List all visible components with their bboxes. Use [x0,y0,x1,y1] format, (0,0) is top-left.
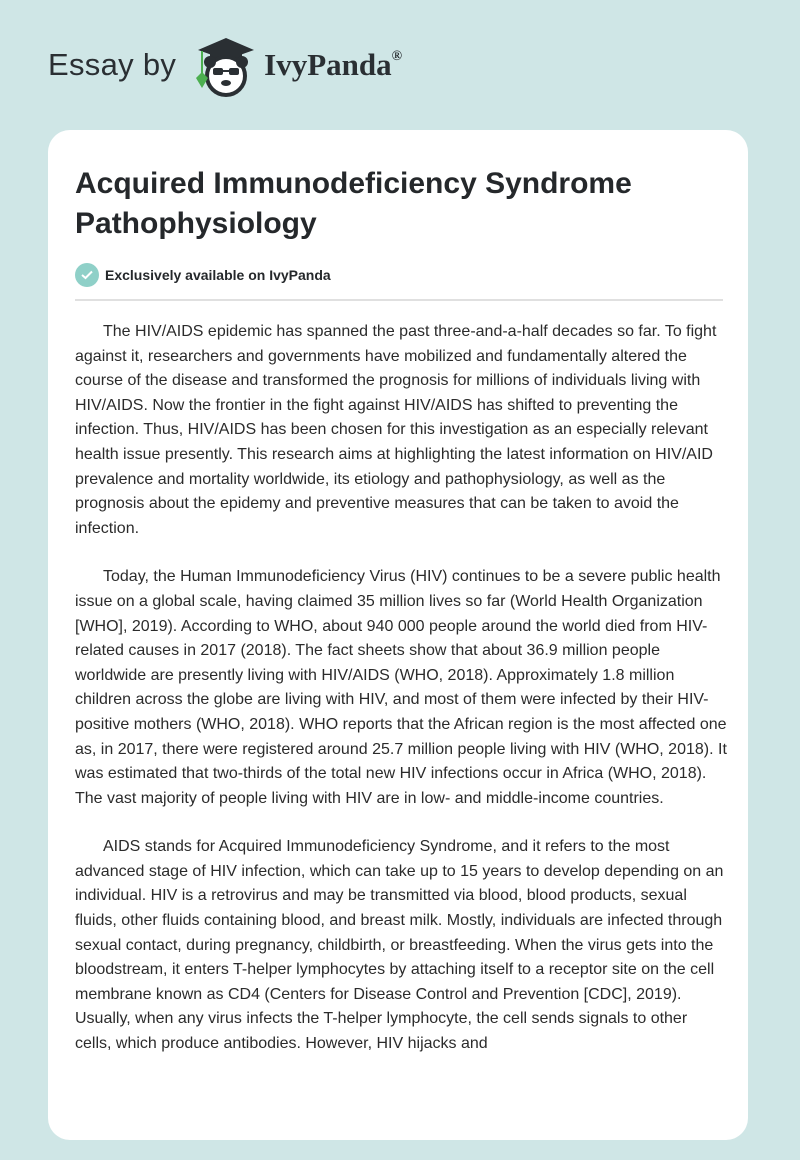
ivypanda-logo[interactable] [194,32,402,98]
checkmark-icon [75,263,99,287]
site-header [48,30,402,100]
brand-name: IvyPanda® [264,47,403,82]
essay-by-label: Essay by [48,47,177,82]
panda-graduate-icon [194,32,256,98]
paragraph: The HIV/AIDS epidemic has spanned the past three-and-a-half decades so far. To fight against it, researchers and governments have mobilized and fundamentally altered the course of the disease and transformed the prognosis for millions of individuals living with HIV/AIDS. Now the frontier in the fight against HIV/AIDS has shifted to preventing the infection. Thus, HIV/AIDS has been chosen for this investigation as an especially relevant health issue presently. This research aims at highlighting the latest information on HIV/AID prevalence and mortality worldwide, its etiology and pathophysiology, as well as the prognosis about the epidemy and preventive measures that can be taken to avoid the infection. [75,323,717,537]
exclusive-badge [75,263,331,287]
divider [75,299,723,301]
paragraph: AIDS stands for Acquired Immunodeficiency Syndrome, and it refers to the most advanced stage of HIV infection, which can take up to 15 years to develop depending on an individual. HIV is a retrovirus and may be transmitted via blood, blood products, sexual fluids, other fluids containing blood, and breast milk. Mostly, individuals are infected through sexual contact, during pregnancy, childbirth, or breastfeeding. When the virus gets into the bloodstream, it enters T-helper lymphocytes by attaching itself to a receptor site on the cell membrane known as CD4 (Centers for Disease Control and Prevention [CDC], 2019). Usually, when any virus infects the T-helper lymphocyte, the cell sends signals to other cells, which produce antibodies. However, HIV hijacks and [75,838,724,1053]
paragraph: Today, the Human Immunodeficiency Virus (HIV) continues to be a severe public health issue on a global scale, having claimed 35 million lives so far (World Health Organization [WHO], 2019). According to WHO, about 940 000 people around the world died from HIV-related causes in 2017 (2018). The fact sheets show that about 36.9 million people worldwide are presently living with HIV/AIDS (WHO, 2018). Approximately 1.8 million children across the globe are living with HIV, and most of them were infected by their HIV-positive mothers (WHO, 2018). WHO reports that the African region is the most affected one as, in 2017, there were registered around 25.7 million people living with HIV (WHO, 2018). It was estimated that two-thirds of the total new HIV infections occur in Africa (WHO, 2018). The vast majority of people living with HIV are in low- and middle-income countries. [75,568,727,807]
essay-card [48,130,748,1140]
badge-label: Exclusively available on IvyPanda [105,267,331,283]
page-title: Acquired Immunodeficiency Syndrome Pathophysiology [75,167,632,240]
essay-body [75,320,727,1081]
